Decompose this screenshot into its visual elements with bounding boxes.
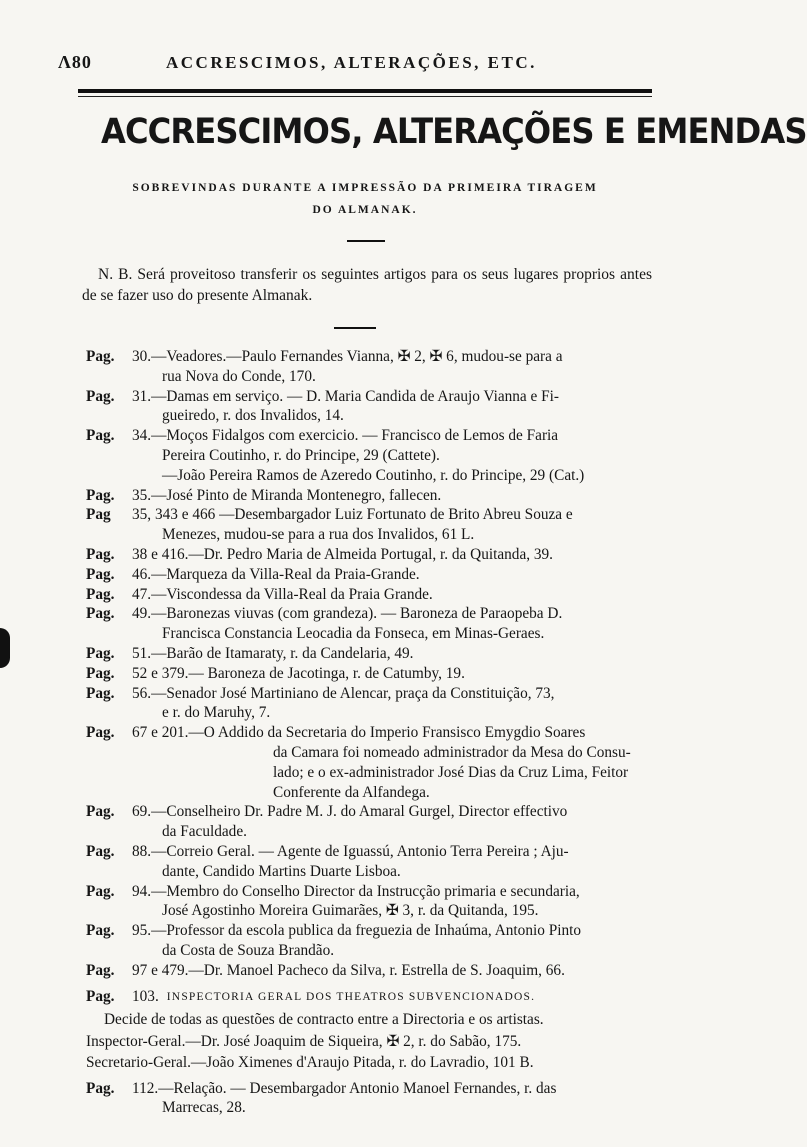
entry-text bbox=[132, 921, 658, 961]
entry-line: gueiredo, r. dos Invalidos, 14. bbox=[162, 407, 344, 425]
entry-line: —João Pereira Ramos de Azeredo Coutinho, r. do Principe, 29 (Cat.) bbox=[162, 466, 585, 484]
section-page-number: 103. bbox=[132, 987, 159, 1005]
subtitle bbox=[100, 177, 630, 221]
entry-row bbox=[86, 961, 658, 981]
entry-text bbox=[132, 545, 658, 565]
last-entry bbox=[86, 1079, 658, 1119]
entry-line: da Faculdade. bbox=[162, 823, 247, 841]
entry-label: Pag. bbox=[86, 922, 115, 940]
entry-label: Pag. bbox=[86, 1079, 115, 1097]
entry-text bbox=[132, 486, 658, 506]
subtitle-line-1: SOBREVINDAS DURANTE A IMPRESSÃO DA PRIMEIRA TIRAGEM bbox=[132, 182, 598, 194]
entry-text bbox=[132, 604, 658, 644]
entry-line: Francisca Constancia Leocadia da Fonseca, em Minas-Geraes. bbox=[162, 625, 545, 643]
entry-line: 56.—Senador José Martiniano de Alencar, praça da Constituição, 73, bbox=[132, 684, 555, 702]
ink-blot bbox=[0, 628, 10, 668]
entry-row bbox=[86, 347, 658, 387]
editor-note: N. B. Será proveitoso transferir os seguintes artigos para os seus lugares proprios antes de se fazer uso do presente Almanak. bbox=[82, 266, 652, 304]
entry-line: 35.—José Pinto de Miranda Montenegro, fallecen. bbox=[132, 486, 442, 504]
entry-text bbox=[132, 644, 658, 664]
entry-label: Pag. bbox=[86, 961, 115, 979]
entry-line: 31.—Damas em serviço. — D. Maria Candida de Araujo Vianna e Fi- bbox=[132, 387, 560, 405]
entry-row bbox=[86, 486, 658, 506]
entry-row bbox=[86, 505, 658, 545]
entry-row bbox=[86, 842, 658, 882]
entry-line: dante, Candido Martins Duarte Lisboa. bbox=[162, 862, 401, 880]
thick-rule bbox=[78, 89, 652, 93]
entry-text bbox=[132, 565, 658, 585]
entry-line: rua Nova do Conde, 170. bbox=[162, 367, 316, 385]
entry-row bbox=[86, 604, 658, 644]
section-heading bbox=[86, 987, 658, 1007]
entry-line: Marrecas, 28. bbox=[162, 1099, 246, 1117]
entry-line: 35, 343 e 466 —Desembargador Luiz Fortunato de Brito Abreu Souza e bbox=[132, 506, 573, 524]
entry-line: lado; e o ex-administrador José Dias da Cruz Lima, Feitor bbox=[273, 763, 629, 781]
entry-row bbox=[86, 585, 658, 605]
divider-dash bbox=[347, 240, 385, 242]
entry-container bbox=[86, 347, 658, 981]
section-description: Decide de todas as questões de contracto entre a Directoria e os artistas. bbox=[104, 1010, 544, 1028]
running-header bbox=[58, 52, 654, 74]
entry-label: Pag. bbox=[86, 387, 115, 405]
entry-line: 97 e 479.—Dr. Manoel Pacheco da Silva, r. Estrella de S. Joaquim, 66. bbox=[132, 961, 565, 979]
entry-row bbox=[86, 644, 658, 664]
entry-text bbox=[132, 882, 658, 922]
entry-line: 95.—Professor da escola publica da freguezia de Inhaúma, Antonio Pinto bbox=[132, 922, 582, 940]
entry-line: 30.—Veadores.—Paulo Fernandes Vianna, ✠ 2, ✠ 6, mudou-se para a bbox=[132, 348, 563, 365]
entry-label: Pag. bbox=[86, 842, 115, 860]
subtitle-line-2: DO ALMANAK. bbox=[312, 204, 418, 216]
entry-label: Pag. bbox=[86, 427, 115, 445]
entry-line: da Costa de Souza Brandão. bbox=[162, 941, 335, 959]
entry-text bbox=[132, 664, 658, 684]
staff-secretary: Secretario-Geral.—João Ximenes d'Araujo Pitada, r. do Lavradio, 101 B. bbox=[86, 1053, 534, 1071]
entry-label: Pag. bbox=[86, 724, 115, 742]
thin-rule bbox=[78, 96, 652, 97]
entry-row bbox=[86, 882, 658, 922]
entry-label: Pag. bbox=[86, 882, 115, 900]
entry-text bbox=[132, 684, 658, 724]
entry-label: Pag. bbox=[86, 348, 115, 365]
entry-label: Pag. bbox=[86, 664, 115, 682]
header-rules bbox=[78, 89, 652, 97]
entry-text bbox=[132, 842, 658, 882]
entry-line: e r. do Maruhy, 7. bbox=[162, 704, 271, 722]
entry-row bbox=[86, 921, 658, 961]
entry-label: Pag bbox=[86, 506, 111, 524]
page-number: Λ80 bbox=[58, 52, 92, 72]
running-title: ACCRESCIMOS, ALTERAÇÕES, ETC. bbox=[166, 53, 537, 72]
entry-row bbox=[86, 664, 658, 684]
entry-label: Pag. bbox=[86, 565, 115, 583]
entry-line: Menezes, mudou-se para a rua dos Invalidos, 61 L. bbox=[162, 526, 475, 544]
entry-text bbox=[132, 426, 658, 485]
entry-line: 112.—Relação. — Desembargador Antonio Manoel Fernandes, r. das bbox=[132, 1079, 557, 1097]
entry-label: Pag. bbox=[86, 605, 115, 623]
entry-label: Pag. bbox=[86, 803, 115, 821]
entry-text bbox=[132, 585, 658, 605]
entry-label: Pag. bbox=[86, 684, 115, 702]
entry-line: José Agostinho Moreira Guimarães, ✠ 3, r. da Quitanda, 195. bbox=[162, 902, 539, 920]
entry-text bbox=[132, 347, 658, 387]
entry-line: 52 e 379.— Baroneza de Jacotinga, r. de Catumby, 19. bbox=[132, 664, 465, 682]
entry-label: Pag. bbox=[86, 585, 115, 603]
entry-line: da Camara foi nomeado administrador da Mesa do Consu- bbox=[273, 743, 631, 761]
entry-line: Pereira Coutinho, r. do Principe, 29 (Cattete). bbox=[162, 446, 440, 464]
entry-label: Pag. bbox=[86, 486, 115, 504]
entry-text bbox=[132, 723, 658, 802]
entry-line: 49.—Baronezas viuvas (com grandeza). — Baroneza de Paraopeba D. bbox=[132, 605, 563, 623]
page-title: ACCRESCIMOS, ALTERAÇÕES E EMENDAS bbox=[100, 112, 807, 152]
entry-text bbox=[132, 505, 658, 545]
entry-line: 69.—Conselheiro Dr. Padre M. J. do Amaral Gurgel, Director effectivo bbox=[132, 803, 568, 821]
entry-line: Conferente da Alfandega. bbox=[273, 783, 430, 801]
entry-line: 38 e 416.—Dr. Pedro Maria de Almeida Portugal, r. da Quitanda, 39. bbox=[132, 545, 554, 563]
entry-row bbox=[86, 387, 658, 427]
entry-line: 46.—Marqueza da Villa-Real da Praia-Grande. bbox=[132, 565, 420, 583]
section-page-label: Pag. bbox=[86, 987, 115, 1005]
entry-text bbox=[132, 1079, 658, 1119]
entry-row bbox=[86, 802, 658, 842]
divider-dash bbox=[334, 327, 376, 329]
entry-label: Pag. bbox=[86, 545, 115, 563]
entry-row bbox=[86, 545, 658, 565]
entry-line: 51.—Barão de Itamaraty, r. da Candelaria, 49. bbox=[132, 644, 414, 662]
entry-text bbox=[132, 802, 658, 842]
entry-row bbox=[86, 684, 658, 724]
entry-line: 34.—Moços Fidalgos com exercicio. — Francisco de Lemos de Faria bbox=[132, 427, 559, 445]
entry-text bbox=[132, 387, 658, 427]
staff-inspector: Inspector-Geral.—Dr. José Joaquim de Siqueira, ✠ 2, r. do Sabão, 175. bbox=[86, 1032, 522, 1050]
entry-row bbox=[86, 426, 658, 485]
entry-line: 94.—Membro do Conselho Director da Instrucção primaria e secundaria, bbox=[132, 882, 580, 900]
entry-line: 88.—Correio Geral. — Agente de Iguassú, Antonio Terra Pereira ; Aju- bbox=[132, 842, 569, 860]
entry-line: 67 e 201.—O Addido da Secretaria do Imperio Fransisco Emygdio Soares bbox=[132, 724, 586, 742]
section-title: INSPECTORIA GERAL DOS THEATROS SUBVENCIONADOS. bbox=[166, 990, 536, 1003]
entry-text bbox=[132, 961, 658, 981]
entry-line: 47.—Viscondessa da Villa-Real da Praia Grande. bbox=[132, 585, 433, 603]
entry-label: Pag. bbox=[86, 644, 115, 662]
entries-list bbox=[86, 347, 658, 1118]
entry-row bbox=[86, 723, 658, 802]
entry-row bbox=[86, 565, 658, 585]
